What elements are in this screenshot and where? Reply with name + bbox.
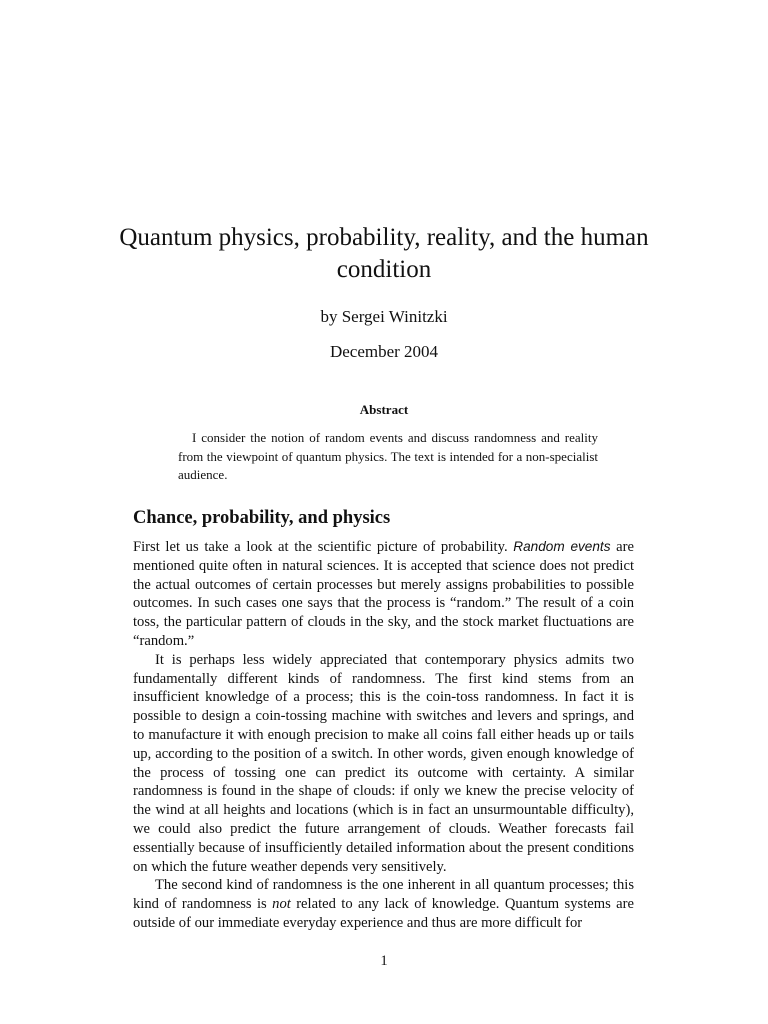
paragraph-1-text-b: are mentioned quite often in natural sciences. It is accepted that science does not predict the actual outcomes of certain processes but merely assigns probabilities to possible outcomes. In such cases one says that the process is “random.” The result of a coin toss, the particular pattern of clouds in the sky, and the stock market fluctuations are “random.” [133,539,634,649]
paper-title: Quantum physics, probability, reality, and the human condition [119,224,649,283]
paragraph-1 [133,538,634,651]
abstract-heading: Abstract [359,402,409,417]
emphasis-not: not [272,896,291,913]
paragraph-2: It is perhaps less widely appreciated that contemporary physics admits two fundamentally different kinds of randomness. The first kind stems from an insufficient knowledge of a process; this is the coin-toss randomness. In fact it is possible to design a coin-tossing machine with switches and levers and springs, and to manufacture it with enough precision to make all coins fall either heads up or tails up, according to the position of a switch. In other words, given enough knowledge of the process of tossing one can predict its outcome with certainty. A similar randomness is found in the shape of clouds: if only we knew the precise velocity of the wind at all heights and locations (which is in fact an unsurmountable difficulty), we could also predict the future arrangement of clouds. Weather forecasts fail essentially because of insufficiently detailed information about the present conditions on which the future weather depends very sensitively. [133,651,634,875]
paragraph-1-text-a: First let us take a look at the scientific picture of probability. [133,539,514,555]
section-body [133,538,634,933]
page-number: 1 [380,953,388,969]
emphasis-random-events: Random events [513,539,611,554]
paragraph-3-text-a: The second kind of randomness is the one inherent in all quantum processes; this kind of randomness is [133,877,634,913]
paper-date: December 2004 [329,342,439,361]
paragraph-3 [133,876,634,932]
paragraph-3-text-b: related to any lack of knowledge. Quantum systems are outside of our immediate everyday experience and thus are more difficult for [133,896,634,931]
section-heading: Chance, probability, and physics [133,508,391,528]
paper-author: by Sergei Winitzki [320,307,448,326]
abstract-text: I consider the notion of random events and discuss randomness and reality from the viewpoint of quantum physics. The text is intended for a non-specialist audience. [178,430,598,482]
